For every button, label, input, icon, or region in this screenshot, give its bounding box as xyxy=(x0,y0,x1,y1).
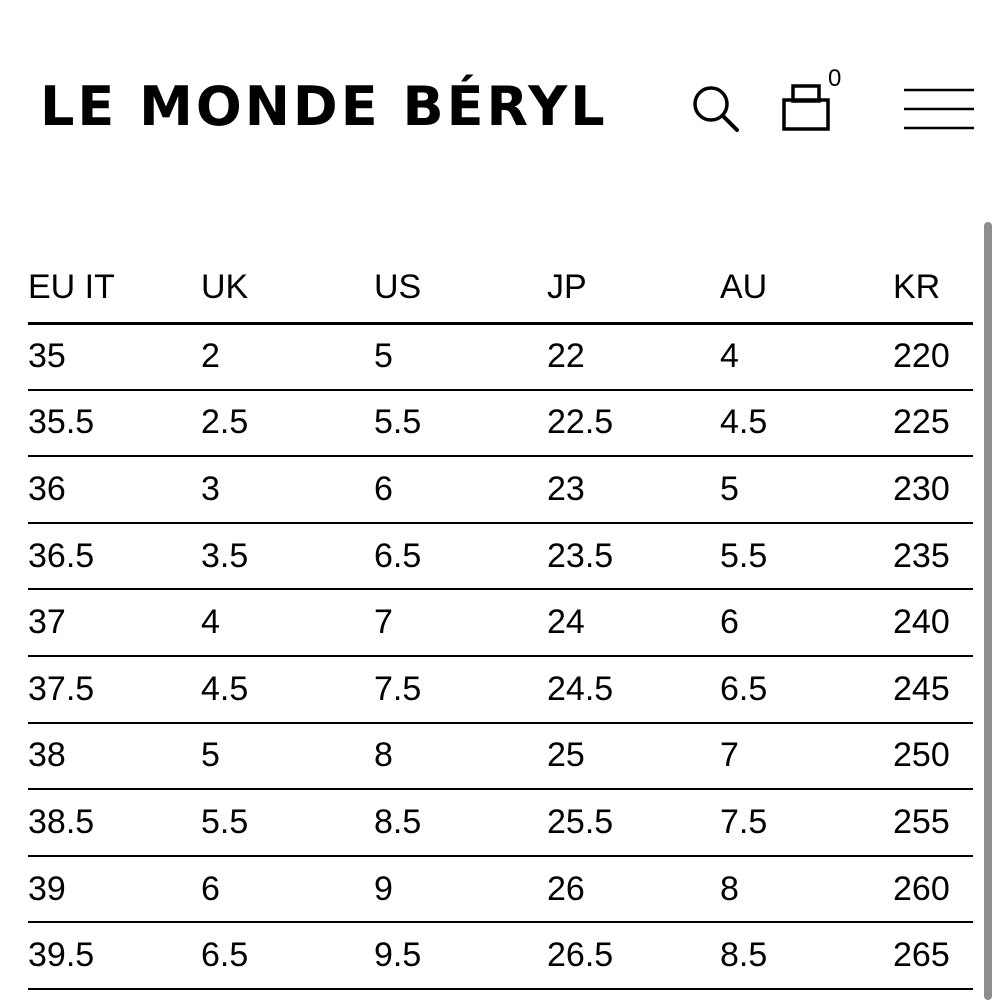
table-cell-eu-it: 35.5 xyxy=(28,390,201,457)
table-cell-us: 6 xyxy=(374,456,547,523)
table-cell-jp: 25 xyxy=(547,723,720,790)
table-cell-kr: 260 xyxy=(893,856,973,923)
table-cell-kr: 240 xyxy=(893,589,973,656)
table-cell-jp: 24 xyxy=(547,589,720,656)
table-row xyxy=(28,323,973,390)
table-cell-kr: 235 xyxy=(893,523,973,590)
table-cell-eu-it: 39 xyxy=(28,856,201,923)
table-cell-us: 7 xyxy=(374,589,547,656)
table-cell-eu-it: 39.5 xyxy=(28,922,201,989)
site-header xyxy=(0,0,1000,200)
table-cell-uk: 5 xyxy=(201,723,374,790)
table-row xyxy=(28,523,973,590)
table-body xyxy=(28,323,973,989)
table-cell-au: 7 xyxy=(720,723,893,790)
table-cell-us: 9 xyxy=(374,856,547,923)
table-row xyxy=(28,723,973,790)
table-cell-kr: 250 xyxy=(893,723,973,790)
table-cell-us: 9.5 xyxy=(374,922,547,989)
table-cell-uk: 3.5 xyxy=(201,523,374,590)
table-cell-eu-it: 35 xyxy=(28,323,201,390)
column-header-kr: KR xyxy=(893,254,973,323)
table-cell-au: 6.5 xyxy=(720,656,893,723)
table-row xyxy=(28,390,973,457)
table-cell-au: 5 xyxy=(720,456,893,523)
table-row xyxy=(28,856,973,923)
search-icon xyxy=(688,82,742,136)
table-cell-kr: 225 xyxy=(893,390,973,457)
table-cell-uk: 4 xyxy=(201,589,374,656)
table-cell-eu-it: 37.5 xyxy=(28,656,201,723)
table-cell-eu-it: 38 xyxy=(28,723,201,790)
column-header-au: AU xyxy=(720,254,893,323)
table-cell-kr: 265 xyxy=(893,922,973,989)
table-cell-au: 8 xyxy=(720,856,893,923)
table-row xyxy=(28,456,973,523)
table-cell-jp: 24.5 xyxy=(547,656,720,723)
table-cell-uk: 6 xyxy=(201,856,374,923)
table-row xyxy=(28,922,973,989)
size-conversion-table xyxy=(28,254,973,990)
table-row xyxy=(28,656,973,723)
table-cell-jp: 26.5 xyxy=(547,922,720,989)
table-cell-uk: 6.5 xyxy=(201,922,374,989)
table-cell-us: 7.5 xyxy=(374,656,547,723)
table-cell-us: 5.5 xyxy=(374,390,547,457)
table-cell-au: 8.5 xyxy=(720,922,893,989)
table-cell-au: 5.5 xyxy=(720,523,893,590)
table-cell-uk: 3 xyxy=(201,456,374,523)
table-cell-eu-it: 37 xyxy=(28,589,201,656)
column-header-jp: JP xyxy=(547,254,720,323)
column-header-eu-it: EU IT xyxy=(28,254,201,323)
table-cell-eu-it: 36 xyxy=(28,456,201,523)
table-header-row xyxy=(28,254,973,323)
table-row xyxy=(28,589,973,656)
table-cell-kr: 245 xyxy=(893,656,973,723)
search-button[interactable] xyxy=(688,82,742,136)
table-cell-jp: 22.5 xyxy=(547,390,720,457)
table-cell-au: 6 xyxy=(720,589,893,656)
table-cell-jp: 23.5 xyxy=(547,523,720,590)
table-cell-jp: 22 xyxy=(547,323,720,390)
table-cell-kr: 220 xyxy=(893,323,973,390)
table-cell-au: 7.5 xyxy=(720,789,893,856)
table-cell-us: 8.5 xyxy=(374,789,547,856)
table-cell-au: 4.5 xyxy=(720,390,893,457)
table-cell-uk: 5.5 xyxy=(201,789,374,856)
brand-logo[interactable]: LE MONDE BÉRYL xyxy=(40,75,608,138)
column-header-us: US xyxy=(374,254,547,323)
table-cell-jp: 23 xyxy=(547,456,720,523)
table-cell-au: 4 xyxy=(720,323,893,390)
column-header-uk: UK xyxy=(201,254,374,323)
table-cell-us: 6.5 xyxy=(374,523,547,590)
table-cell-kr: 255 xyxy=(893,789,973,856)
table-cell-uk: 2 xyxy=(201,323,374,390)
scrollbar[interactable] xyxy=(984,222,992,1000)
table-cell-jp: 25.5 xyxy=(547,789,720,856)
table-cell-uk: 4.5 xyxy=(201,656,374,723)
table-cell-eu-it: 36.5 xyxy=(28,523,201,590)
cart-count-badge: 0 xyxy=(828,65,842,92)
table-cell-us: 8 xyxy=(374,723,547,790)
hamburger-menu-icon xyxy=(900,84,978,134)
table-cell-us: 5 xyxy=(374,323,547,390)
table-cell-uk: 2.5 xyxy=(201,390,374,457)
menu-button[interactable] xyxy=(900,84,978,134)
table-row xyxy=(28,789,973,856)
table-cell-eu-it: 38.5 xyxy=(28,789,201,856)
table-cell-kr: 230 xyxy=(893,456,973,523)
table-cell-jp: 26 xyxy=(547,856,720,923)
